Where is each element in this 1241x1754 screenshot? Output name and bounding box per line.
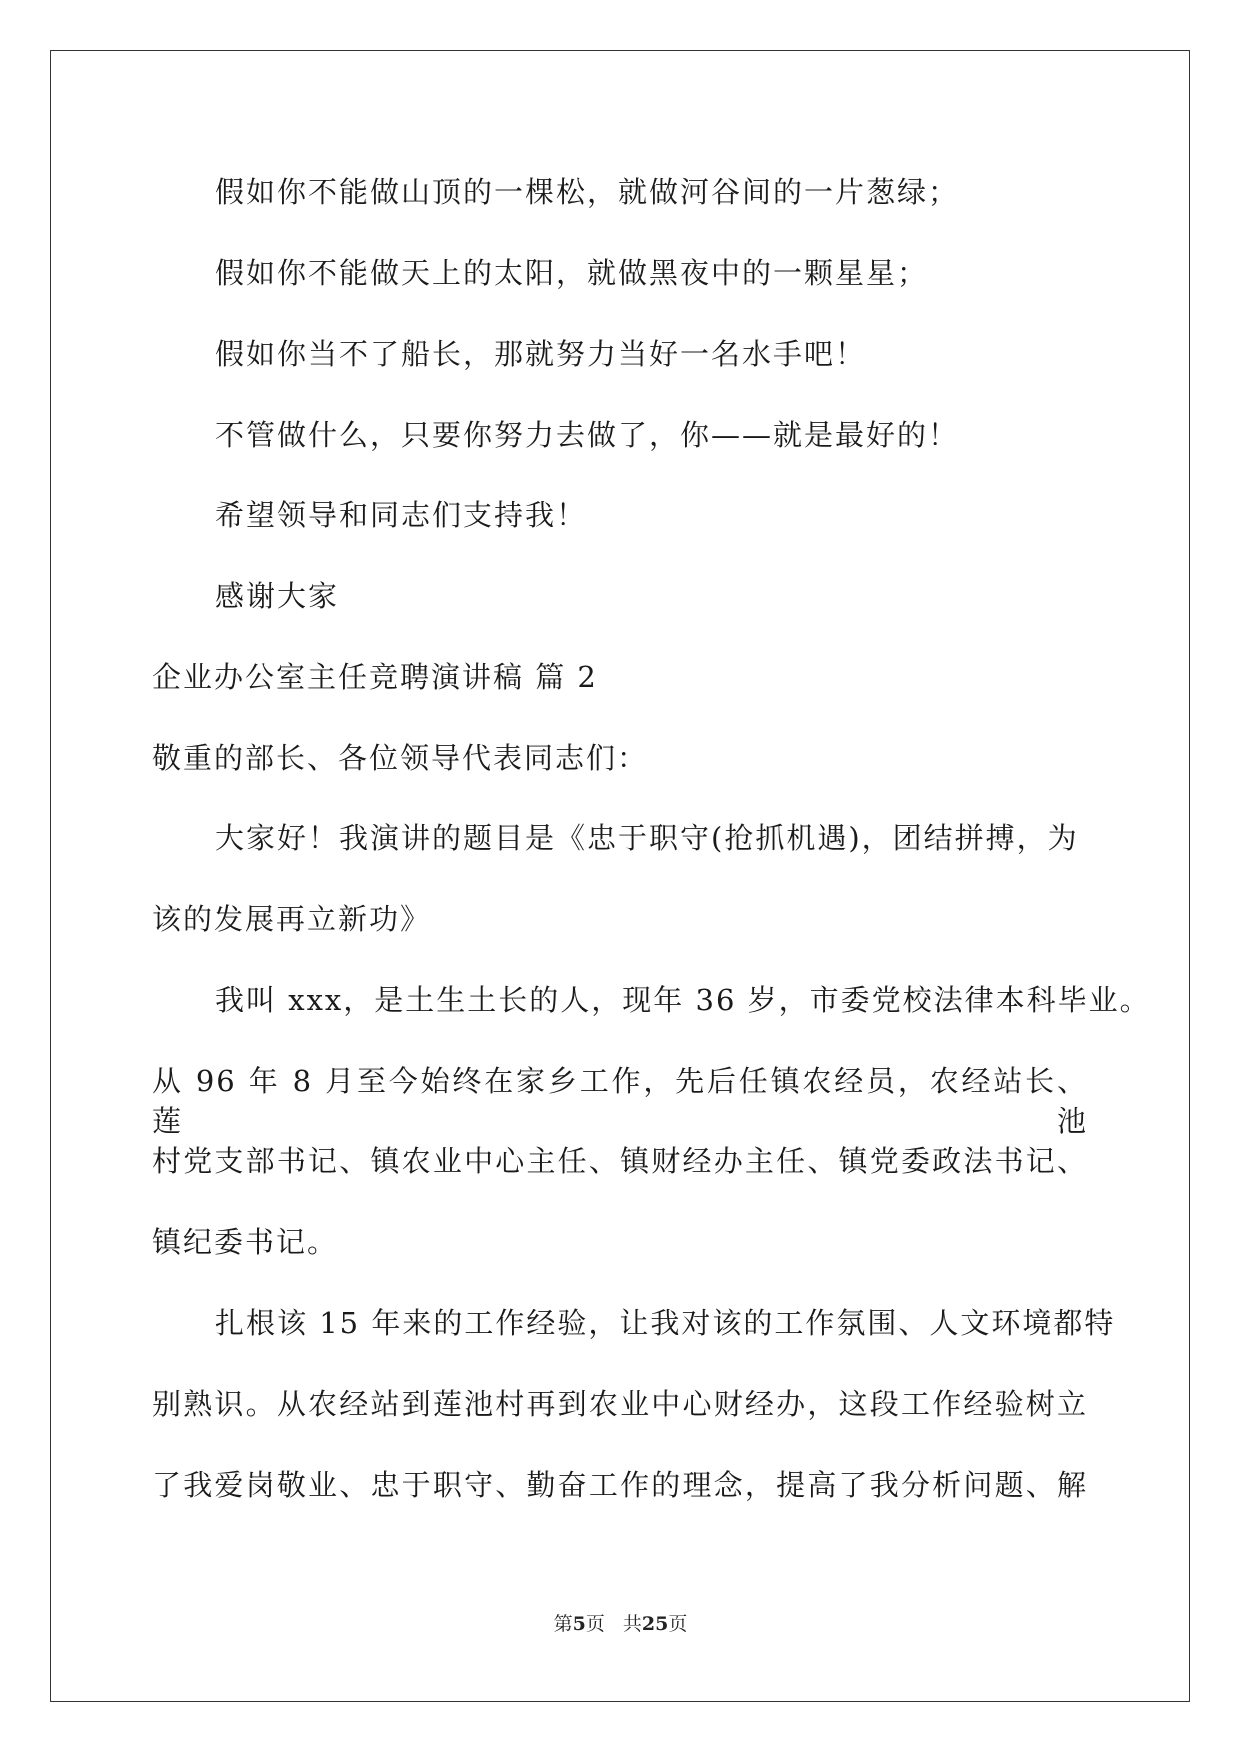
paragraph-line: 假如你当不了船长，那就努力当好一名水手吧！ xyxy=(215,337,867,371)
current-page-number: 5 xyxy=(572,1613,586,1635)
paragraph-line: 我叫 xxx，是土生土长的人，现年 36 岁，市委党校法律本科毕业。 xyxy=(215,983,1151,1017)
paragraph-line: 感谢大家 xyxy=(215,579,340,613)
footer-total-prefix: 共 xyxy=(622,1613,642,1635)
paragraph-line: 不管做什么，只要你努力去做了，你——就是最好的！ xyxy=(215,418,960,452)
paragraph-line: 希望领导和同志们支持我！ xyxy=(215,498,588,532)
page-frame xyxy=(50,50,1190,1702)
salutation: 敬重的部长、各位领导代表同志们： xyxy=(152,741,649,775)
paragraph-line: 假如你不能做天上的太阳，就做黑夜中的一颗星星； xyxy=(215,256,929,290)
footer-total-suffix: 页 xyxy=(668,1613,688,1635)
paragraph-line: 该的发展再立新功》 xyxy=(152,902,432,936)
paragraph-line: 了我爱岗敬业、忠于职守、勤奋工作的理念，提高了我分析问题、解 xyxy=(152,1468,1088,1502)
paragraph-line: 从 96 年 8 月至今始终在家乡工作，先后任镇农经员，农经站长、莲池 xyxy=(152,1064,1088,1138)
total-page-count: 25 xyxy=(641,1613,669,1635)
footer-prefix: 第 xyxy=(553,1613,573,1635)
paragraph-line: 别熟识。从农经站到莲池村再到农业中心财经办，这段工作经验树立 xyxy=(152,1387,1088,1421)
footer-page-suffix: 页 xyxy=(585,1613,605,1635)
paragraph-line: 镇纪委书记。 xyxy=(152,1225,339,1259)
page-footer xyxy=(0,1612,1241,1636)
paragraph-line: 大家好！我演讲的题目是《忠于职守(抢抓机遇)，团结拼搏，为 xyxy=(215,821,1079,855)
paragraph-line: 假如你不能做山顶的一棵松，就做河谷间的一片葱绿； xyxy=(215,175,960,209)
section-heading: 企业办公室主任竞聘演讲稿 篇 2 xyxy=(152,660,598,694)
paragraph-line: 村党支部书记、镇农业中心主任、镇财经办主任、镇党委政法书记、 xyxy=(152,1144,1088,1178)
paragraph-line: 扎根该 15 年来的工作经验，让我对该的工作氛围、人文环境都特 xyxy=(215,1306,1116,1340)
